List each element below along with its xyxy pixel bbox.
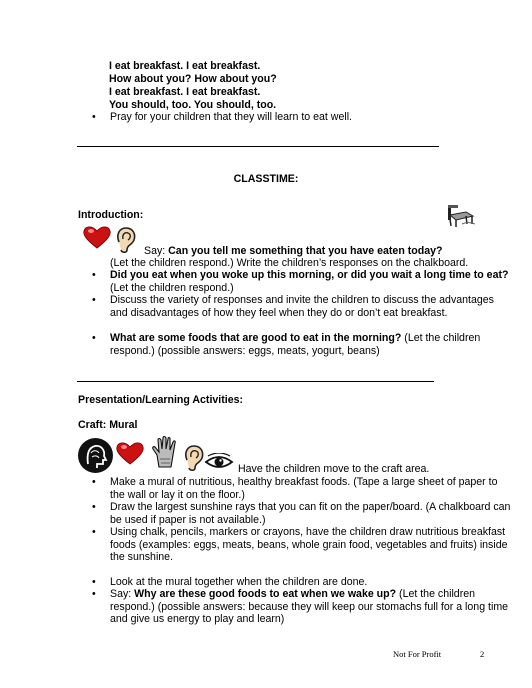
bold-question: Why are these good foods to eat when we wake up? <box>134 588 397 600</box>
heart-icon <box>116 441 144 465</box>
song-line: I eat breakfast. I eat breakfast. <box>109 86 261 98</box>
bullet: • <box>92 294 96 306</box>
say-prefix: Say: <box>110 588 135 600</box>
move-text: Have the children move to the craft area. <box>238 463 430 475</box>
heart-icon <box>83 225 111 249</box>
bullet: • <box>92 588 96 600</box>
intro-bullet-3 <box>110 332 512 357</box>
intro-say <box>144 245 514 258</box>
say-bullet <box>110 588 512 626</box>
bold-question: What are some foods that are good to eat in the morning? <box>110 332 402 344</box>
bullet: • <box>92 526 96 538</box>
footer-label: Not For Profit <box>393 649 442 659</box>
intro-bullet-1 <box>110 269 512 294</box>
song-line: You should, too. You should, too. <box>109 99 277 111</box>
song-line: I eat breakfast. I eat breakfast. <box>109 60 261 72</box>
ear-icon <box>182 444 206 472</box>
craft-bullet-2: Draw the largest sunshine rays that you can fit on the paper/board. (A chalkboard can be used if paper is not available.) <box>110 501 511 526</box>
divider <box>77 146 439 147</box>
bullet: • <box>92 476 96 488</box>
song-block <box>109 60 277 112</box>
bullet-rest: (Let the children respond.) <box>110 281 234 294</box>
pray-text: Pray for your children that they will learn to eat well. <box>110 111 353 123</box>
bold-question: Did you eat when you woke up this morning, or did you wait a long time to eat? <box>110 269 509 281</box>
bullet: • <box>92 501 96 513</box>
bullet: • <box>92 576 96 588</box>
divider <box>77 381 434 382</box>
bullet-rest: (Let the children respond.) (possible answers: because they will keep our stomachs full for a long time and give us energy to play and learn) <box>110 588 509 625</box>
intro-say-line2: (Let the children respond.) Write the children’s responses on the chalkboard. <box>110 257 469 269</box>
eye-icon <box>204 453 234 471</box>
craft-bullet-1: Make a mural of nutritious, healthy breakfast foods. (Tape a large sheet of paper to the wall or lay it on the floor.) <box>110 476 498 501</box>
presentation-heading: Presentation/Learning Activities: <box>78 394 244 406</box>
intro-bullet-2: Discuss the variety of responses and invite the children to discuss the advantages and disadvantages of how they feel when they do or don’t eat breakfast. <box>110 294 494 319</box>
chair-icon <box>444 203 476 229</box>
ear-icon <box>114 226 138 254</box>
bullet-rest: (Let the children respond.) (possible answers: eggs, meats, yogurt, beans) <box>110 332 481 357</box>
song-line: How about you? How about you? <box>109 73 277 85</box>
page-number: 2 <box>480 649 485 659</box>
craft-heading: Craft: Mural <box>78 419 138 431</box>
say-prefix: Say: <box>144 245 169 257</box>
bullet: • <box>92 269 96 281</box>
classtime-title: CLASSTIME: <box>233 173 299 185</box>
bullet: • <box>92 332 96 344</box>
hand-icon <box>150 435 180 469</box>
look-bullet: Look at the mural together when the children are done. <box>110 576 368 588</box>
head-icon <box>77 437 114 474</box>
craft-bullet-3: Using chalk, pencils, markers or crayons, have the children draw nutritious breakfast foods (examples: eggs, meats, beans, whole grain food, vegetables and fruits) inside the sunshine. <box>110 526 508 563</box>
say-question: Can you tell me something that you have eaten today? <box>168 245 443 257</box>
introduction-heading: Introduction: <box>78 209 144 221</box>
bullet: • <box>92 111 96 123</box>
